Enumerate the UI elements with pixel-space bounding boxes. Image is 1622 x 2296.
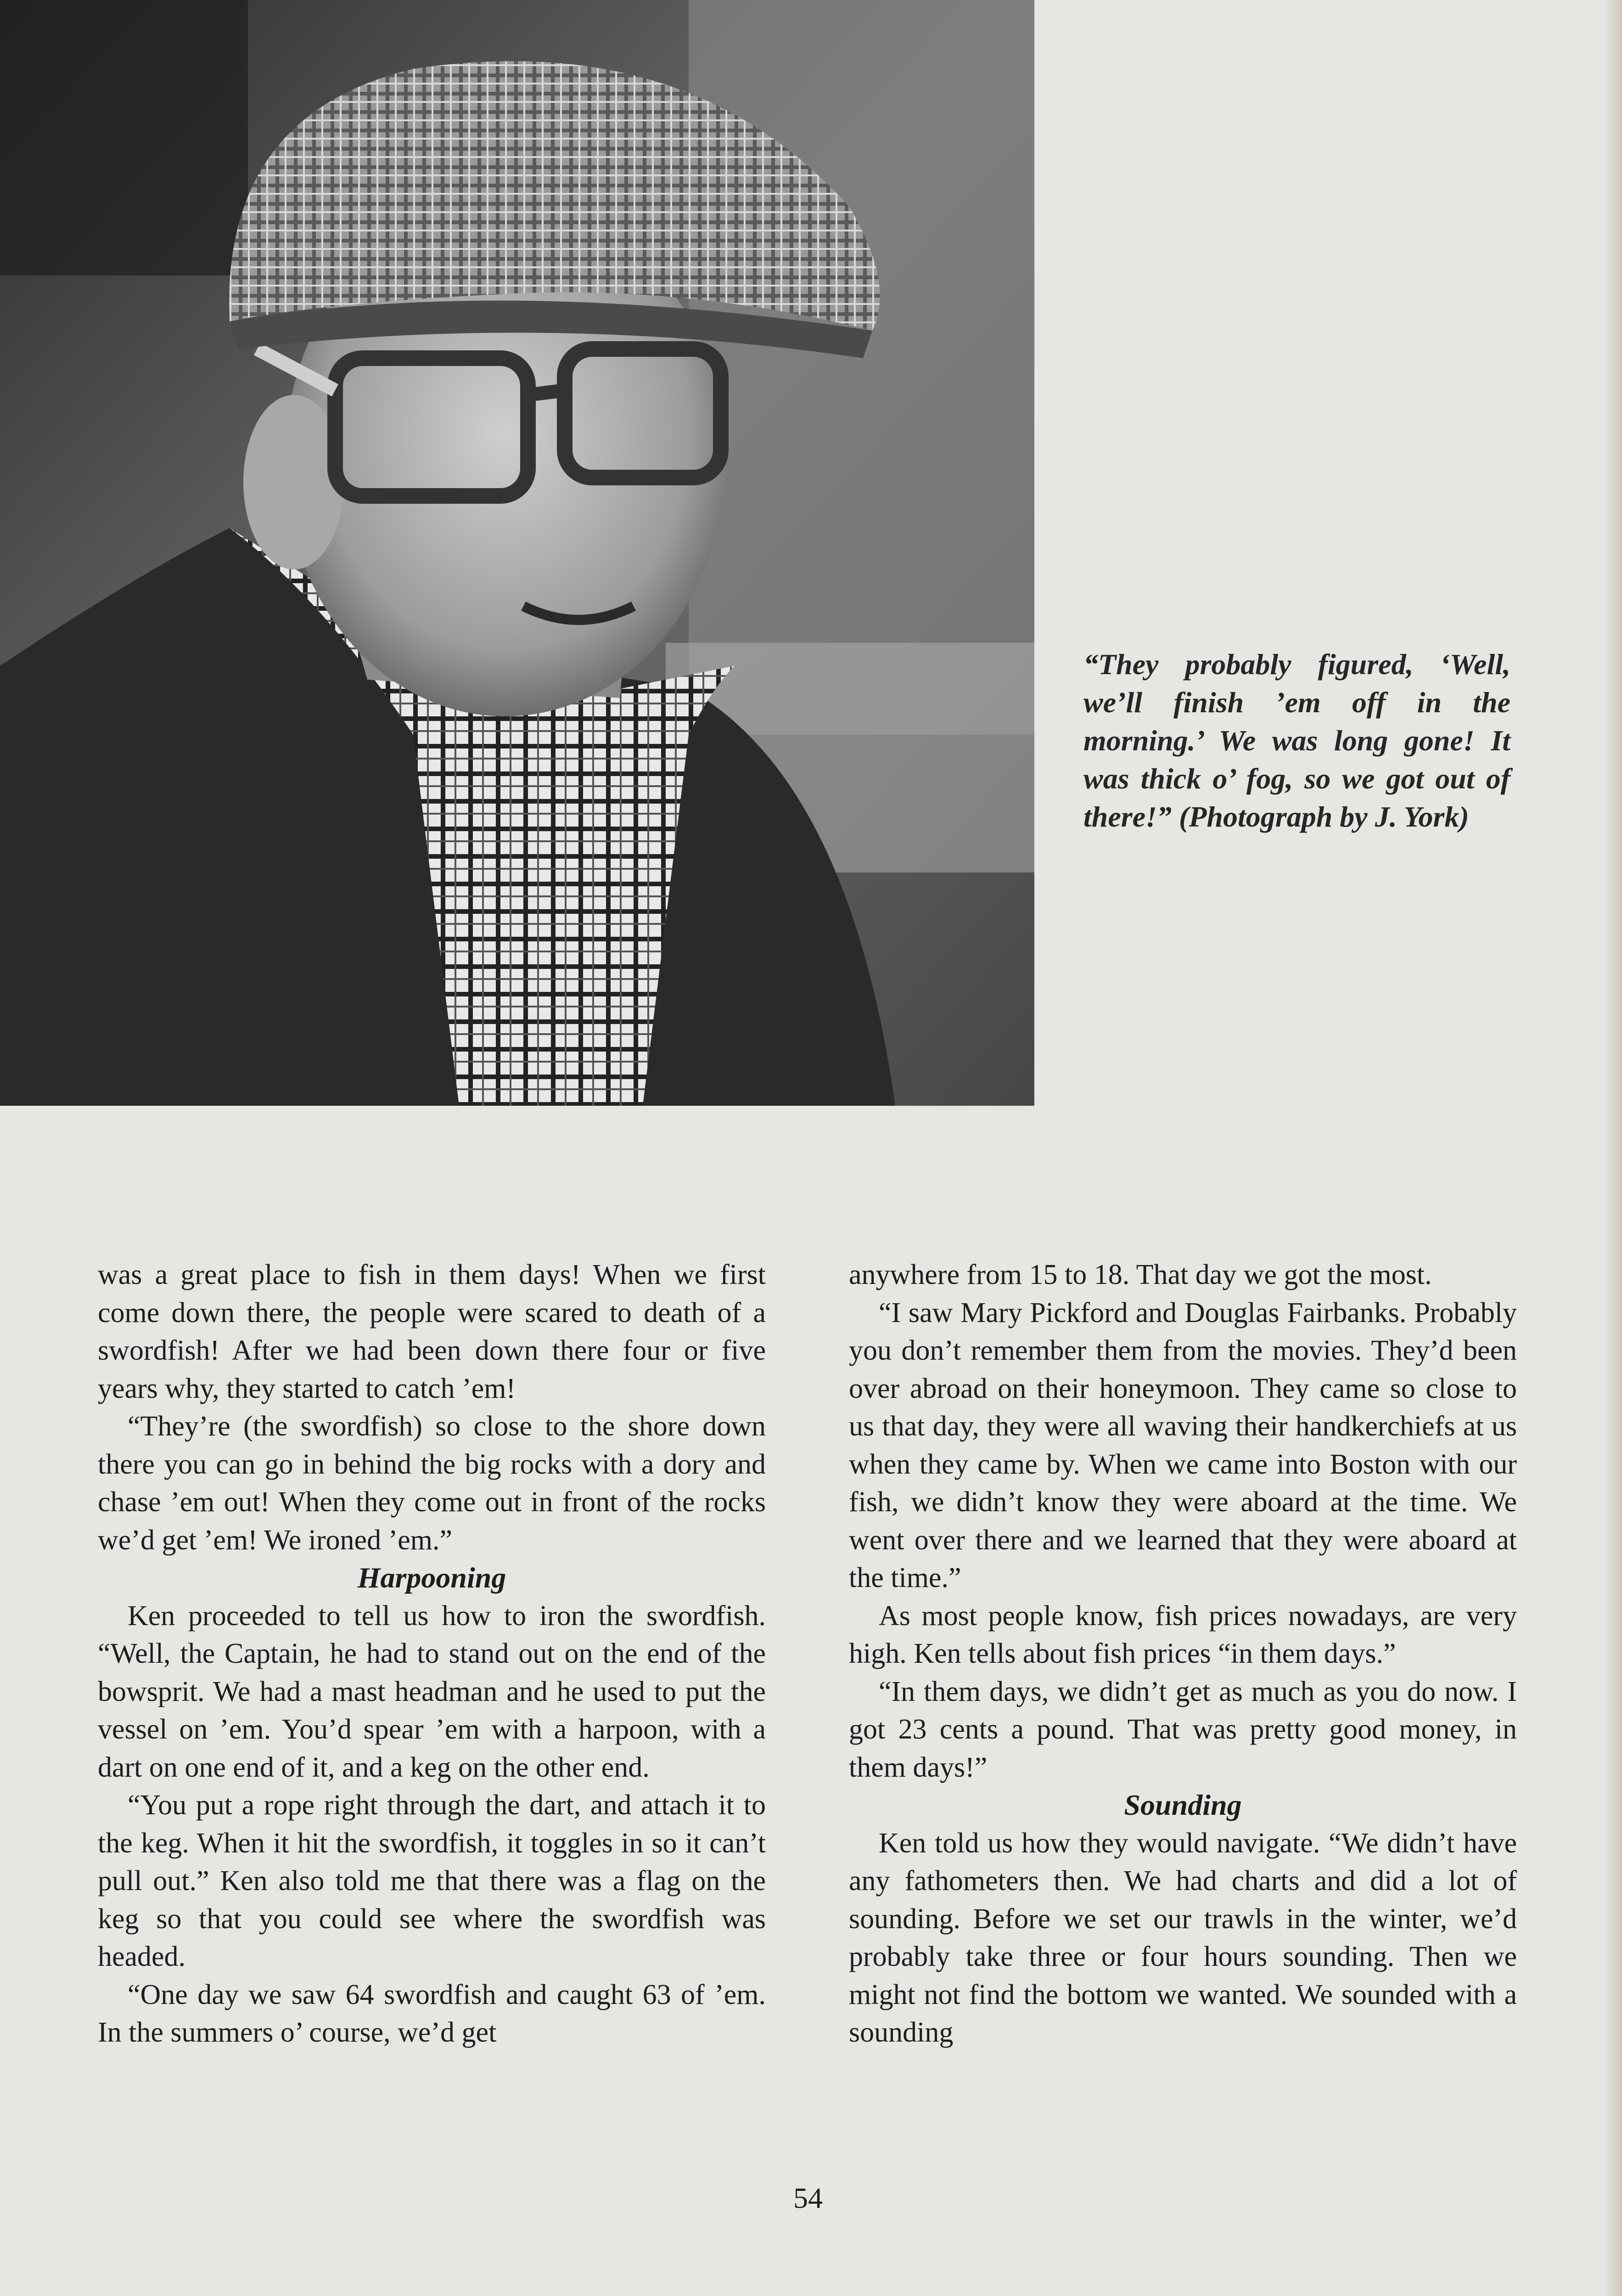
page-number: 54 bbox=[793, 2182, 823, 2214]
paragraph: anywhere from 15 to 18. That day we got the most. bbox=[849, 1259, 1432, 1290]
paper-edge-stain bbox=[1604, 0, 1622, 2296]
paragraph: “One day we saw 64 swordfish and caught 63 of ’em. In the summers o’ course, we’d get bbox=[98, 1979, 766, 2048]
portrait-photo-icon bbox=[0, 0, 1034, 1106]
paragraph: Ken proceeded to tell us how to iron the swordfish. “Well, the Captain, he had to stand out on the end of the bowsprit. We had a mast headman and he used to put the vessel on ’em. You’d spear ’em with a harpoon, with a dart on one end of it, and a keg on the other end. bbox=[98, 1600, 766, 1783]
paragraph: “You put a rope right through the dart, and attach it to the keg. When it hit the swordfish, it toggles in so it can’t pull out.” Ken also told me that there was a flag on the keg so that you could see where the swordfish was headed. bbox=[98, 1790, 766, 1972]
text-column-right bbox=[849, 1256, 1517, 2052]
paragraph: As most people know, fish prices nowadays, are very high. Ken tells about fish prices “in them days.” bbox=[849, 1600, 1517, 1669]
paragraph: “They’re (the swordfish) so close to the shore down there you can go in behind the big rocks with a dory and chase ’em out! When they come out in front of the rocks we’d get ’em! We ironed ’em.” bbox=[98, 1411, 766, 1556]
section-heading-sounding: Sounding bbox=[1124, 1789, 1242, 1821]
section-heading-harpooning: Harpooning bbox=[357, 1561, 506, 1594]
paragraph: “In them days, we didn’t get as much as you do now. I got 23 cents a pound. That was pretty good money, in them days!” bbox=[849, 1676, 1517, 1783]
paragraph: Ken told us how they would navigate. “We didn’t have any fathometers then. We had charts and did a lot of sounding. Before we set our trawls in the winter, we’d probably take three or four hours sounding. Then we might not find the bottom we wanted. We sounded with a sounding bbox=[849, 1827, 1517, 2048]
photo-caption: “They probably figured, ‘Well, we’ll finish ’em off in the morning.’ We was long gone! It was thick o’ fog, so we got out of there!” (Photograph by J. York) bbox=[1083, 648, 1510, 833]
paragraph: was a great place to fish in them days! When we first come down there, the people were scared to death of a swordfish! After we had been down there four or five years why, they started to catch ’em! bbox=[98, 1259, 766, 1404]
portrait-photograph bbox=[0, 0, 1034, 1106]
paragraph: “I saw Mary Pickford and Douglas Fairbanks. Probably you don’t remember them from the movies. They’d been over abroad on their honeymoon. They came so close to us that day, they were all waving their handkerchiefs at us when they came by. When we came into Boston with our fish, we didn’t know they were aboard at the time. We went over there and we learned that they were aboard at the time.” bbox=[849, 1297, 1517, 1593]
text-column-left bbox=[98, 1256, 766, 2052]
